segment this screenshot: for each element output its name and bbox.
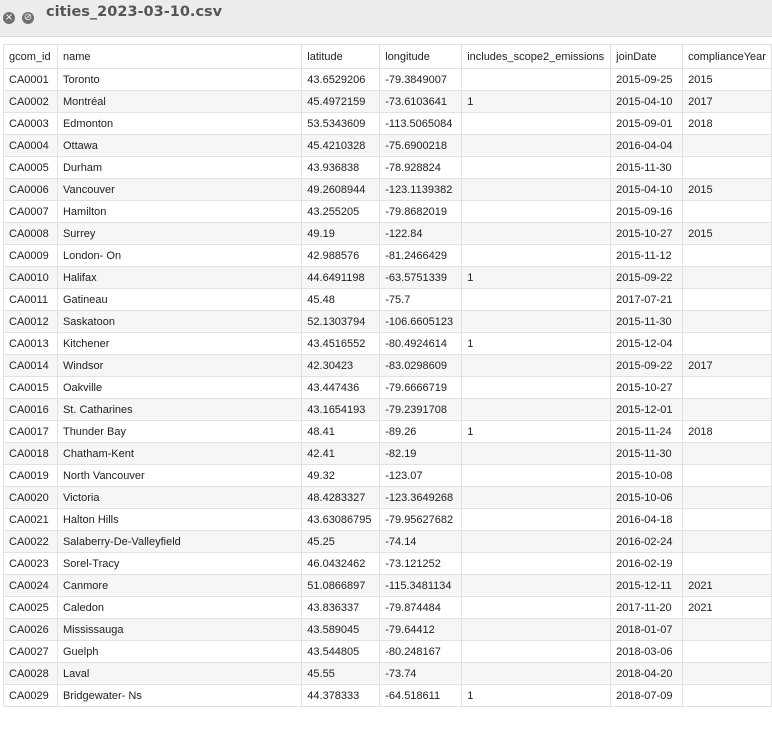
table-row[interactable] bbox=[4, 91, 772, 113]
table-cell[interactable]: 2015-09-22 bbox=[611, 267, 683, 289]
table-cell[interactable]: 2015-11-12 bbox=[611, 245, 683, 267]
table-cell[interactable]: North Vancouver bbox=[57, 465, 301, 487]
table-row[interactable] bbox=[4, 267, 772, 289]
table-cell[interactable] bbox=[462, 641, 611, 663]
table-cell[interactable]: 45.4972159 bbox=[302, 91, 380, 113]
table-cell[interactable]: 2021 bbox=[683, 575, 772, 597]
table-cell[interactable]: 43.1654193 bbox=[302, 399, 380, 421]
table-cell[interactable] bbox=[462, 443, 611, 465]
column-header-complianceyear[interactable]: complianceYear bbox=[683, 45, 772, 69]
table-cell[interactable]: Mississauga bbox=[57, 619, 301, 641]
table-cell[interactable]: CA0001 bbox=[4, 69, 58, 91]
table-cell[interactable] bbox=[683, 509, 772, 531]
table-cell[interactable]: 1 bbox=[462, 333, 611, 355]
table-cell[interactable]: CA0029 bbox=[4, 685, 58, 707]
table-row[interactable] bbox=[4, 311, 772, 333]
table-cell[interactable]: 42.41 bbox=[302, 443, 380, 465]
table-cell[interactable]: 2015-04-10 bbox=[611, 179, 683, 201]
table-cell[interactable]: -79.874484 bbox=[380, 597, 462, 619]
table-cell[interactable]: 2015-11-24 bbox=[611, 421, 683, 443]
table-cell[interactable]: -79.3849007 bbox=[380, 69, 462, 91]
table-cell[interactable]: CA0017 bbox=[4, 421, 58, 443]
table-cell[interactable]: Hamilton bbox=[57, 201, 301, 223]
table-cell[interactable]: CA0027 bbox=[4, 641, 58, 663]
table-cell[interactable]: CA0023 bbox=[4, 553, 58, 575]
table-cell[interactable] bbox=[683, 311, 772, 333]
table-cell[interactable]: 45.4210328 bbox=[302, 135, 380, 157]
table-cell[interactable]: Thunder Bay bbox=[57, 421, 301, 443]
column-header-name[interactable]: name bbox=[57, 45, 301, 69]
table-cell[interactable]: -123.3649268 bbox=[380, 487, 462, 509]
table-cell[interactable]: CA0012 bbox=[4, 311, 58, 333]
table-cell[interactable]: -123.07 bbox=[380, 465, 462, 487]
table-cell[interactable] bbox=[462, 575, 611, 597]
table-cell[interactable]: 46.0432462 bbox=[302, 553, 380, 575]
table-cell[interactable]: 2015-10-27 bbox=[611, 377, 683, 399]
table-cell[interactable] bbox=[462, 311, 611, 333]
table-cell[interactable] bbox=[683, 443, 772, 465]
table-cell[interactable]: -79.95627682 bbox=[380, 509, 462, 531]
table-cell[interactable]: 2015-04-10 bbox=[611, 91, 683, 113]
table-cell[interactable]: 43.589045 bbox=[302, 619, 380, 641]
table-cell[interactable]: -63.5751339 bbox=[380, 267, 462, 289]
close-icon[interactable]: × bbox=[4, 12, 14, 23]
table-cell[interactable]: 2015 bbox=[683, 179, 772, 201]
table-cell[interactable] bbox=[683, 641, 772, 663]
table-cell[interactable] bbox=[683, 487, 772, 509]
table-cell[interactable]: -123.1139382 bbox=[380, 179, 462, 201]
table-cell[interactable] bbox=[462, 465, 611, 487]
table-cell[interactable]: 2015-11-30 bbox=[611, 443, 683, 465]
table-cell[interactable]: 45.48 bbox=[302, 289, 380, 311]
table-cell[interactable] bbox=[683, 201, 772, 223]
table-row[interactable] bbox=[4, 377, 772, 399]
table-cell[interactable]: Montréal bbox=[57, 91, 301, 113]
title-bar bbox=[0, 0, 772, 37]
table-cell[interactable]: 2015-09-01 bbox=[611, 113, 683, 135]
table-cell[interactable]: Salaberry-De-Valleyfield bbox=[57, 531, 301, 553]
table-cell[interactable]: CA0020 bbox=[4, 487, 58, 509]
column-header-includes-scope2-emissions[interactable]: includes_scope2_emissions bbox=[462, 45, 611, 69]
table-cell[interactable]: 53.5343609 bbox=[302, 113, 380, 135]
table-row[interactable] bbox=[4, 399, 772, 421]
table-cell[interactable] bbox=[683, 333, 772, 355]
table-row[interactable] bbox=[4, 113, 772, 135]
stop-icon[interactable]: ⊘ bbox=[23, 12, 33, 23]
table-row[interactable] bbox=[4, 531, 772, 553]
table-cell[interactable]: Laval bbox=[57, 663, 301, 685]
table-cell[interactable] bbox=[462, 619, 611, 641]
table-cell[interactable]: -82.19 bbox=[380, 443, 462, 465]
table-cell[interactable] bbox=[462, 289, 611, 311]
header-row bbox=[4, 45, 772, 69]
table-cell[interactable]: CA0015 bbox=[4, 377, 58, 399]
table-cell[interactable]: -81.2466429 bbox=[380, 245, 462, 267]
table-cell[interactable]: -73.121252 bbox=[380, 553, 462, 575]
table-cell[interactable]: CA0002 bbox=[4, 91, 58, 113]
table-cell[interactable] bbox=[462, 201, 611, 223]
table-cell[interactable]: Surrey bbox=[57, 223, 301, 245]
table-cell[interactable] bbox=[462, 509, 611, 531]
table-cell[interactable]: 2018-04-20 bbox=[611, 663, 683, 685]
table-cell[interactable]: 49.2608944 bbox=[302, 179, 380, 201]
table-cell[interactable]: 42.988576 bbox=[302, 245, 380, 267]
table-cell[interactable]: 2015-09-25 bbox=[611, 69, 683, 91]
table-cell[interactable] bbox=[462, 531, 611, 553]
table-cell[interactable] bbox=[462, 553, 611, 575]
table-cell[interactable]: 43.447436 bbox=[302, 377, 380, 399]
table-cell[interactable]: -79.64412 bbox=[380, 619, 462, 641]
table-cell[interactable]: Edmonton bbox=[57, 113, 301, 135]
table-cell[interactable]: 2017-07-21 bbox=[611, 289, 683, 311]
table-cell[interactable]: 49.19 bbox=[302, 223, 380, 245]
table-cell[interactable] bbox=[683, 377, 772, 399]
table-cell[interactable] bbox=[462, 377, 611, 399]
column-header-longitude[interactable]: longitude bbox=[380, 45, 462, 69]
table-cell[interactable]: Saskatoon bbox=[57, 311, 301, 333]
table-cell[interactable]: CA0022 bbox=[4, 531, 58, 553]
table-cell[interactable] bbox=[462, 245, 611, 267]
table-cell[interactable]: 2015-09-22 bbox=[611, 355, 683, 377]
table-cell[interactable]: -80.248167 bbox=[380, 641, 462, 663]
table-cell[interactable]: -113.5065084 bbox=[380, 113, 462, 135]
table-row[interactable] bbox=[4, 465, 772, 487]
table-cell[interactable] bbox=[683, 399, 772, 421]
table-cell[interactable]: -89.26 bbox=[380, 421, 462, 443]
table-cell[interactable]: 43.4516552 bbox=[302, 333, 380, 355]
table-row[interactable] bbox=[4, 487, 772, 509]
table-cell[interactable]: CA0006 bbox=[4, 179, 58, 201]
table-cell[interactable] bbox=[462, 399, 611, 421]
table-cell[interactable]: 2021 bbox=[683, 597, 772, 619]
table-cell[interactable]: CA0010 bbox=[4, 267, 58, 289]
table-cell[interactable]: CA0016 bbox=[4, 399, 58, 421]
table-cell[interactable]: Ottawa bbox=[57, 135, 301, 157]
table-cell[interactable]: 2015-11-30 bbox=[611, 157, 683, 179]
table-cell[interactable]: Halton Hills bbox=[57, 509, 301, 531]
table-cell[interactable] bbox=[683, 553, 772, 575]
table-cell[interactable]: -64.518611 bbox=[380, 685, 462, 707]
table-row[interactable] bbox=[4, 69, 772, 91]
table-cell[interactable] bbox=[683, 619, 772, 641]
table-cell[interactable]: 2017 bbox=[683, 91, 772, 113]
table-cell[interactable]: CA0009 bbox=[4, 245, 58, 267]
table-cell[interactable]: 43.836337 bbox=[302, 597, 380, 619]
table-row[interactable] bbox=[4, 443, 772, 465]
column-header-gcom-id[interactable]: gcom_id bbox=[4, 45, 58, 69]
table-cell[interactable]: CA0025 bbox=[4, 597, 58, 619]
table-row[interactable] bbox=[4, 619, 772, 641]
table-cell[interactable]: CA0018 bbox=[4, 443, 58, 465]
table-cell[interactable]: 2015-11-30 bbox=[611, 311, 683, 333]
table-cell[interactable]: Kitchener bbox=[57, 333, 301, 355]
table-cell[interactable] bbox=[683, 267, 772, 289]
csv-table-container[interactable] bbox=[3, 44, 772, 707]
table-cell[interactable]: 2015-12-11 bbox=[611, 575, 683, 597]
table-cell[interactable]: 2015-10-08 bbox=[611, 465, 683, 487]
table-cell[interactable] bbox=[462, 157, 611, 179]
table-cell[interactable]: 48.41 bbox=[302, 421, 380, 443]
table-cell[interactable]: London- On bbox=[57, 245, 301, 267]
table-cell[interactable]: 1 bbox=[462, 421, 611, 443]
table-row[interactable] bbox=[4, 663, 772, 685]
table-cell[interactable]: Halifax bbox=[57, 267, 301, 289]
table-cell[interactable] bbox=[462, 223, 611, 245]
table-cell[interactable]: 2015-10-27 bbox=[611, 223, 683, 245]
table-cell[interactable]: 1 bbox=[462, 267, 611, 289]
table-cell[interactable]: 2015 bbox=[683, 223, 772, 245]
table-cell[interactable]: 48.4283327 bbox=[302, 487, 380, 509]
table-row[interactable] bbox=[4, 157, 772, 179]
table-cell[interactable]: -75.6900218 bbox=[380, 135, 462, 157]
csv-table bbox=[3, 44, 772, 707]
table-cell[interactable]: 43.936838 bbox=[302, 157, 380, 179]
table-cell[interactable]: 2016-04-18 bbox=[611, 509, 683, 531]
table-cell[interactable]: -83.0298609 bbox=[380, 355, 462, 377]
table-cell[interactable]: 2017 bbox=[683, 355, 772, 377]
table-cell[interactable]: 2018-03-06 bbox=[611, 641, 683, 663]
table-cell[interactable]: 45.25 bbox=[302, 531, 380, 553]
table-cell[interactable]: -106.6605123 bbox=[380, 311, 462, 333]
table-cell[interactable]: Guelph bbox=[57, 641, 301, 663]
table-cell[interactable] bbox=[683, 685, 772, 707]
table-cell[interactable] bbox=[462, 135, 611, 157]
table-cell[interactable]: Toronto bbox=[57, 69, 301, 91]
table-cell[interactable]: 43.63086795 bbox=[302, 509, 380, 531]
table-cell[interactable]: 2015-12-01 bbox=[611, 399, 683, 421]
table-row[interactable] bbox=[4, 685, 772, 707]
table-cell[interactable] bbox=[683, 663, 772, 685]
table-cell[interactable]: CA0004 bbox=[4, 135, 58, 157]
table-cell[interactable]: 43.6529206 bbox=[302, 69, 380, 91]
table-cell[interactable]: Windsor bbox=[57, 355, 301, 377]
table-cell[interactable] bbox=[462, 69, 611, 91]
table-cell[interactable]: Sorel-Tracy bbox=[57, 553, 301, 575]
table-cell[interactable]: -115.3481134 bbox=[380, 575, 462, 597]
table-row[interactable] bbox=[4, 575, 772, 597]
table-cell[interactable]: 2018-01-07 bbox=[611, 619, 683, 641]
table-row[interactable] bbox=[4, 355, 772, 377]
table-cell[interactable]: 2016-02-24 bbox=[611, 531, 683, 553]
table-cell[interactable] bbox=[683, 157, 772, 179]
table-cell[interactable]: 2016-04-04 bbox=[611, 135, 683, 157]
table-cell[interactable] bbox=[462, 355, 611, 377]
table-cell[interactable]: Gatineau bbox=[57, 289, 301, 311]
table-cell[interactable]: CA0003 bbox=[4, 113, 58, 135]
table-cell[interactable]: 1 bbox=[462, 685, 611, 707]
table-cell[interactable]: CA0013 bbox=[4, 333, 58, 355]
table-row[interactable] bbox=[4, 179, 772, 201]
table-cell[interactable]: 42.30423 bbox=[302, 355, 380, 377]
table-cell[interactable]: -79.8682019 bbox=[380, 201, 462, 223]
table-row[interactable] bbox=[4, 223, 772, 245]
table-cell[interactable]: CA0011 bbox=[4, 289, 58, 311]
table-row[interactable] bbox=[4, 289, 772, 311]
table-cell[interactable]: -73.6103641 bbox=[380, 91, 462, 113]
table-cell[interactable]: 2015 bbox=[683, 69, 772, 91]
table-cell[interactable]: -80.4924614 bbox=[380, 333, 462, 355]
table-cell[interactable]: CA0019 bbox=[4, 465, 58, 487]
table-cell[interactable] bbox=[462, 597, 611, 619]
table-cell[interactable]: 43.544805 bbox=[302, 641, 380, 663]
table-cell[interactable]: CA0005 bbox=[4, 157, 58, 179]
table-cell[interactable]: Durham bbox=[57, 157, 301, 179]
table-cell[interactable] bbox=[683, 465, 772, 487]
table-cell[interactable]: CA0028 bbox=[4, 663, 58, 685]
table-cell[interactable]: -79.6666719 bbox=[380, 377, 462, 399]
table-cell[interactable]: 2018 bbox=[683, 113, 772, 135]
table-cell[interactable] bbox=[462, 179, 611, 201]
column-header-joindate[interactable]: joinDate bbox=[611, 45, 683, 69]
table-cell[interactable]: Canmore bbox=[57, 575, 301, 597]
table-row[interactable] bbox=[4, 135, 772, 157]
table-cell[interactable]: CA0021 bbox=[4, 509, 58, 531]
table-cell[interactable] bbox=[462, 663, 611, 685]
table-cell[interactable]: 43.255205 bbox=[302, 201, 380, 223]
window-title: cities_2023-03-10.csv bbox=[46, 4, 223, 20]
table-cell[interactable]: 2015-10-06 bbox=[611, 487, 683, 509]
table-cell[interactable]: St. Catharines bbox=[57, 399, 301, 421]
table-cell[interactable]: 1 bbox=[462, 91, 611, 113]
table-cell[interactable]: 2015-12-04 bbox=[611, 333, 683, 355]
table-cell[interactable]: CA0026 bbox=[4, 619, 58, 641]
table-cell[interactable] bbox=[683, 135, 772, 157]
table-cell[interactable]: CA0024 bbox=[4, 575, 58, 597]
table-cell[interactable]: 2018 bbox=[683, 421, 772, 443]
table-cell[interactable]: 49.32 bbox=[302, 465, 380, 487]
table-cell[interactable]: 2016-02-19 bbox=[611, 553, 683, 575]
column-header-latitude[interactable]: latitude bbox=[302, 45, 380, 69]
table-row[interactable] bbox=[4, 509, 772, 531]
table-cell[interactable]: CA0007 bbox=[4, 201, 58, 223]
table-cell[interactable]: -78.928824 bbox=[380, 157, 462, 179]
table-cell[interactable]: 2018-07-09 bbox=[611, 685, 683, 707]
table-cell[interactable]: -74.14 bbox=[380, 531, 462, 553]
table-row[interactable] bbox=[4, 333, 772, 355]
table-cell[interactable]: -73.74 bbox=[380, 663, 462, 685]
table-cell[interactable]: Victoria bbox=[57, 487, 301, 509]
table-row[interactable] bbox=[4, 597, 772, 619]
table-cell[interactable]: Caledon bbox=[57, 597, 301, 619]
table-cell[interactable]: CA0014 bbox=[4, 355, 58, 377]
table-row[interactable] bbox=[4, 245, 772, 267]
table-cell[interactable] bbox=[462, 487, 611, 509]
table-row[interactable] bbox=[4, 201, 772, 223]
table-cell[interactable] bbox=[462, 113, 611, 135]
table-cell[interactable]: -75.7 bbox=[380, 289, 462, 311]
table-cell[interactable]: 52.1303794 bbox=[302, 311, 380, 333]
table-cell[interactable]: 2017-11-20 bbox=[611, 597, 683, 619]
table-cell[interactable]: -79.2391708 bbox=[380, 399, 462, 421]
table-row[interactable] bbox=[4, 553, 772, 575]
table-cell[interactable]: Chatham-Kent bbox=[57, 443, 301, 465]
table-cell[interactable]: 2015-09-16 bbox=[611, 201, 683, 223]
table-cell[interactable]: Vancouver bbox=[57, 179, 301, 201]
table-cell[interactable]: -122.84 bbox=[380, 223, 462, 245]
table-cell[interactable]: 51.0866897 bbox=[302, 575, 380, 597]
table-cell[interactable]: 44.6491198 bbox=[302, 267, 380, 289]
table-cell[interactable]: CA0008 bbox=[4, 223, 58, 245]
table-row[interactable] bbox=[4, 641, 772, 663]
table-cell[interactable] bbox=[683, 531, 772, 553]
table-cell[interactable]: 44.378333 bbox=[302, 685, 380, 707]
table-cell[interactable] bbox=[683, 289, 772, 311]
table-cell[interactable]: Oakville bbox=[57, 377, 301, 399]
table-row[interactable] bbox=[4, 421, 772, 443]
table-cell[interactable]: 45.55 bbox=[302, 663, 380, 685]
table-cell[interactable]: Bridgewater- Ns bbox=[57, 685, 301, 707]
table-cell[interactable] bbox=[683, 245, 772, 267]
